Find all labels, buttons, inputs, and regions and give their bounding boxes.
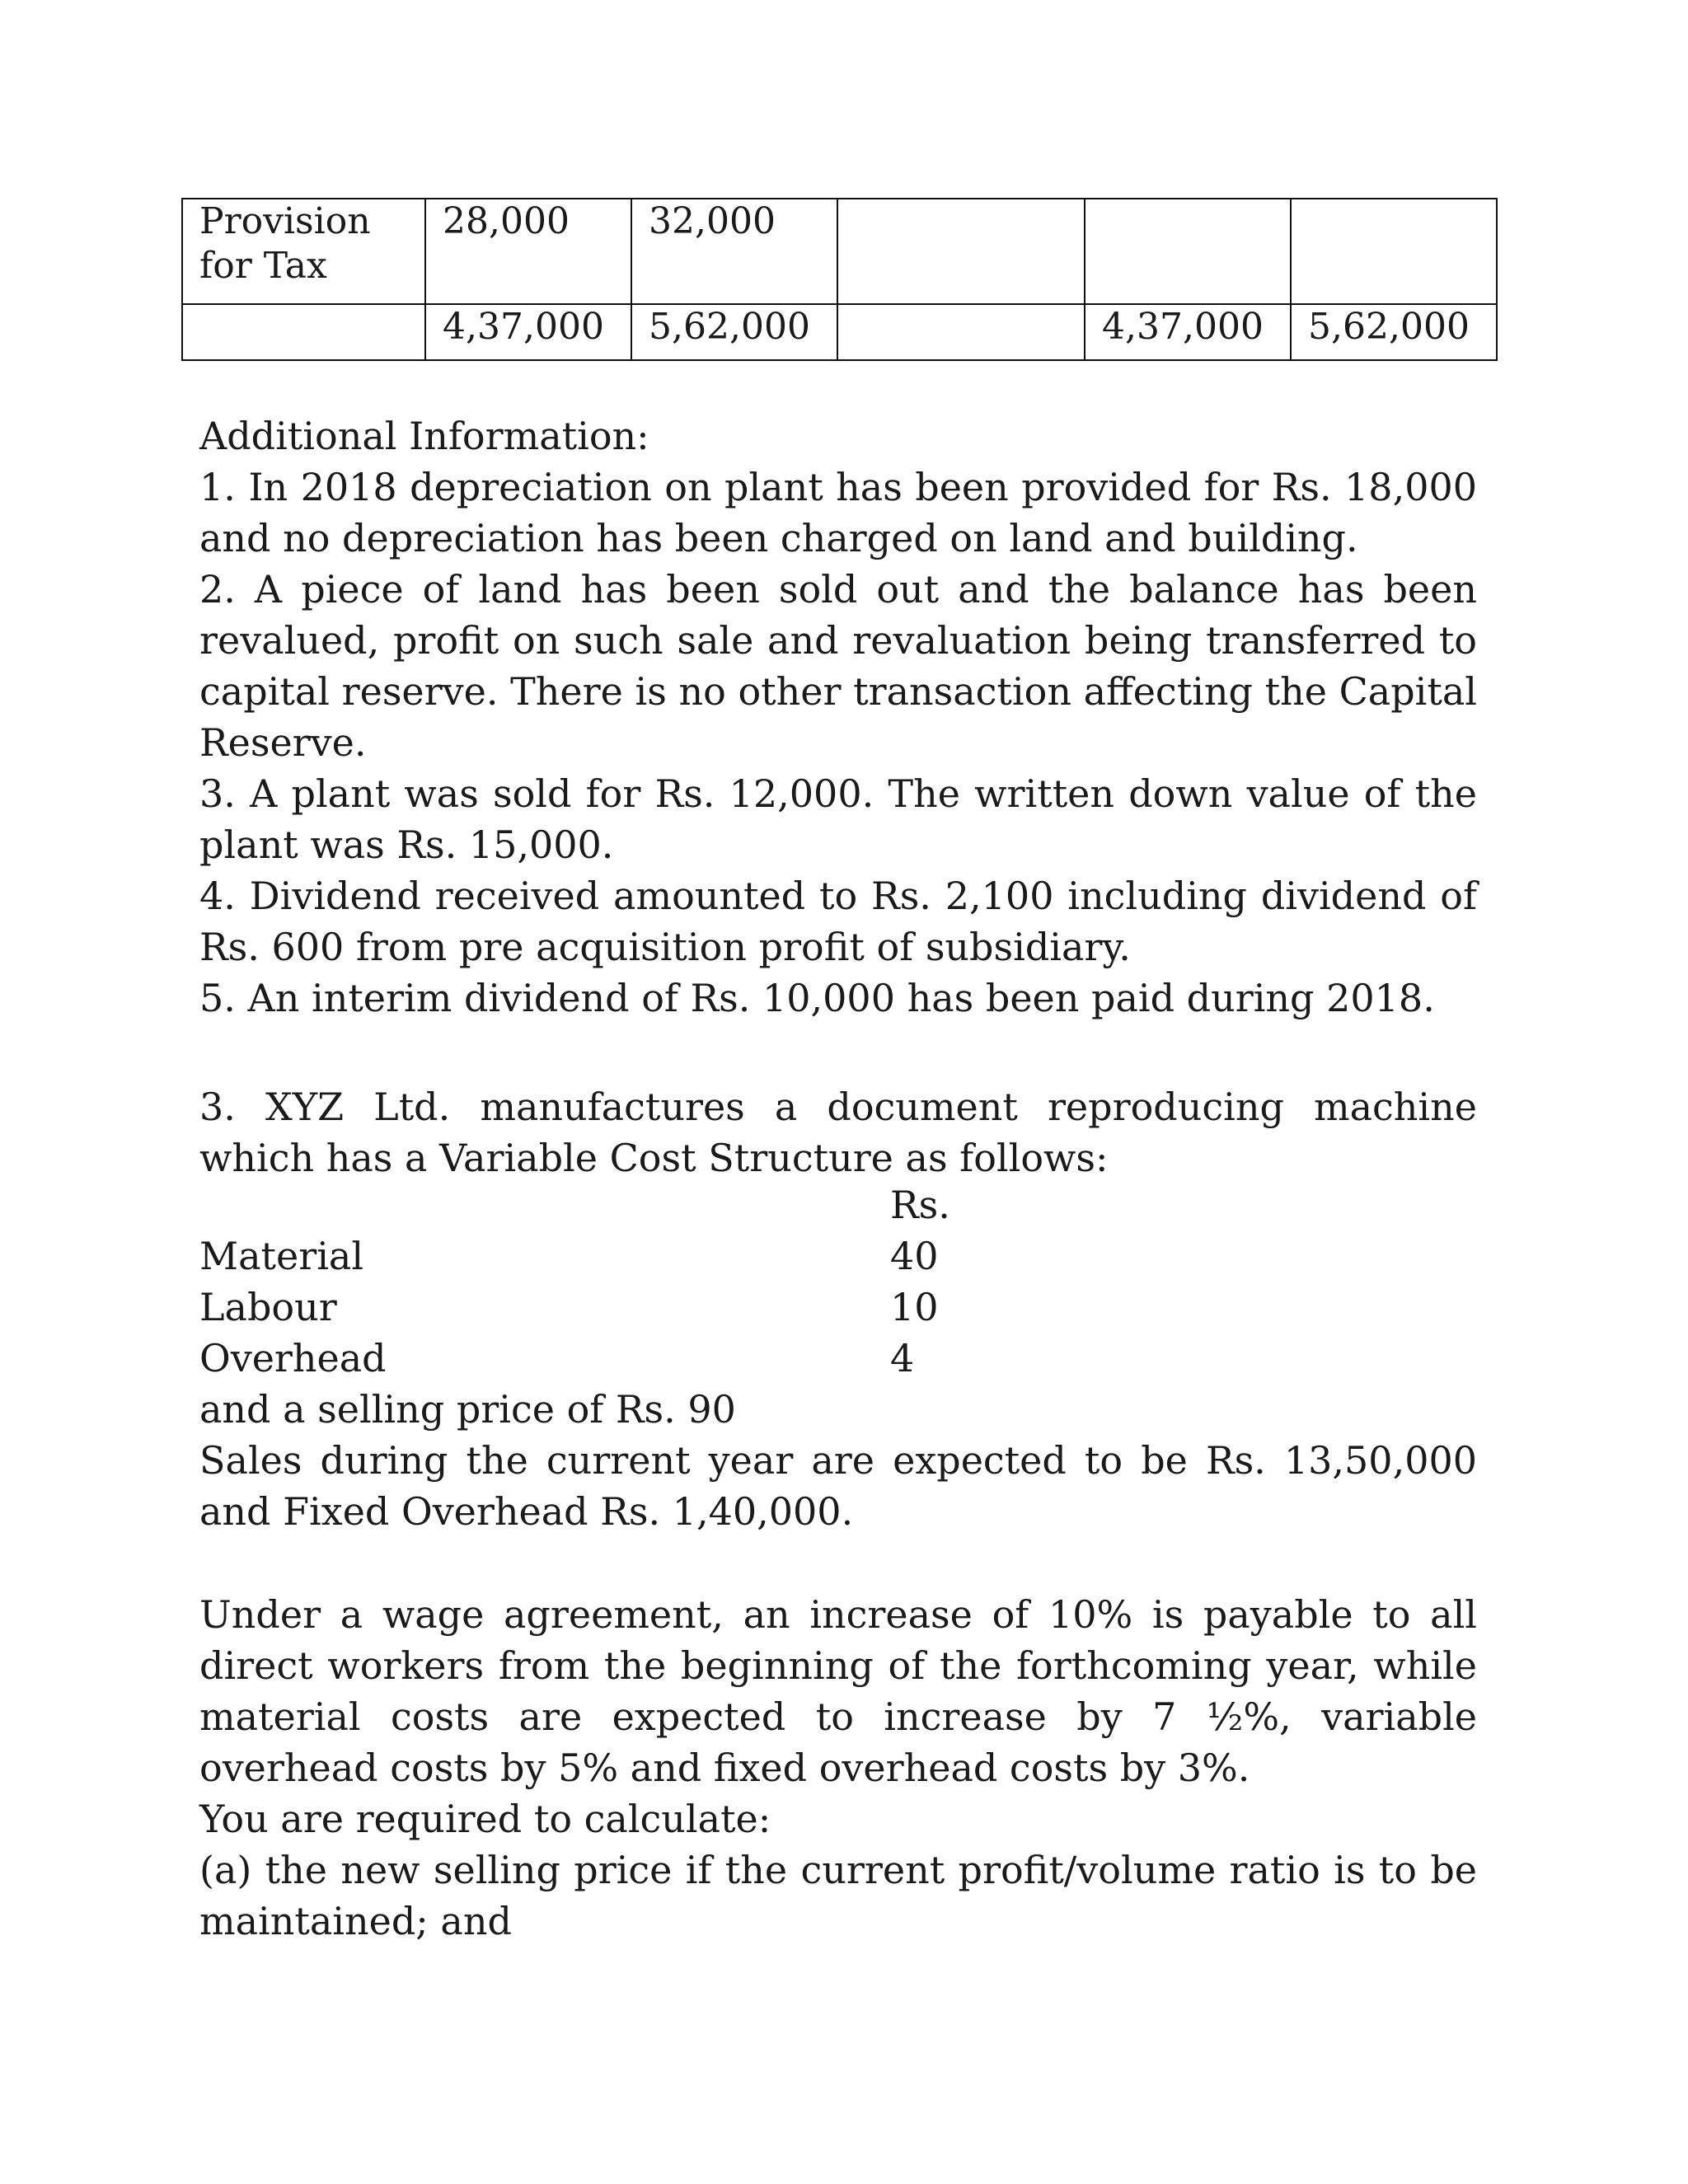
wage-paragraph: Under a wage agreement, an increase of 10% is payable to all direct workers from the beginning of the forthcoming year, while material costs are expected to increase by 7 ½%, variable overhead costs by 5% and fixed overhead costs by 3%. [199, 1592, 1477, 1790]
cost-header-label [199, 1179, 890, 1230]
table-row-total [182, 304, 1497, 360]
additional-item: 2. A piece of land has been sold out and the balance has been revalued, profit on such sale and revaluation being transferred to capital reserve. There is no other transaction affecting the Capital Reserve. [199, 567, 1477, 765]
additional-information [199, 410, 1477, 1024]
table-cell: 28,000 [425, 199, 631, 304]
table-cell [837, 199, 1085, 304]
cost-row [199, 1282, 989, 1333]
table-cell-total: 4,37,000 [1085, 304, 1291, 360]
table-cell-label [182, 304, 425, 360]
cost-label: Overhead [199, 1336, 387, 1380]
table-cell [837, 304, 1085, 360]
cost-value: 10 [890, 1285, 939, 1329]
currency-header: Rs. [890, 1183, 950, 1227]
additional-heading: Additional Information: [199, 414, 649, 458]
cost-row [199, 1333, 989, 1384]
table-cell: 32,000 [631, 199, 837, 304]
table-cell [1085, 199, 1291, 304]
question-3-text: 3. XYZ Ltd. manufactures a document reproducing machine which has a Variable Cost Structure as follows: [199, 1085, 1477, 1180]
question-3-sales [199, 1384, 1477, 1537]
table-row [182, 199, 1497, 304]
question-3-intro [199, 1081, 1477, 1183]
variable-cost-table [199, 1179, 989, 1384]
additional-item: 4. Dividend received amounted to Rs. 2,100 including dividend of Rs. 600 from pre acquisition profit of subsidiary. [199, 874, 1477, 969]
selling-price-line: and a selling price of Rs. 90 [199, 1387, 736, 1432]
table-cell-total: 4,37,000 [425, 304, 631, 360]
part-a: (a) the new selling price if the current profit/volume ratio is to be maintained; and [199, 1848, 1477, 1943]
cost-value: 40 [890, 1234, 939, 1278]
sales-line: Sales during the current year are expected to be Rs. 13,50,000 and Fixed Overhead Rs. 1,40,000. [199, 1438, 1477, 1534]
additional-item: 3. A plant was sold for Rs. 12,000. The written down value of the plant was Rs. 15,000. [199, 771, 1477, 867]
required-line: You are required to calculate: [199, 1797, 771, 1841]
table-cell-total: 5,62,000 [631, 304, 837, 360]
additional-item: 1. In 2018 depreciation on plant has been provided for Rs. 18,000 and no depreciation has been charged on land and building. [199, 465, 1477, 560]
balance-sheet-table [181, 198, 1498, 361]
additional-item: 5. An interim dividend of Rs. 10,000 has been paid during 2018. [199, 976, 1435, 1020]
cost-value: 4 [890, 1336, 915, 1380]
table-cell [1291, 199, 1497, 304]
table-cell-total: 5,62,000 [1291, 304, 1497, 360]
question-3-wage [199, 1589, 1477, 1947]
cost-label: Material [199, 1234, 364, 1278]
cost-row [199, 1230, 989, 1282]
table-cell-label: Provision for Tax [182, 199, 425, 304]
cost-header-row [199, 1179, 989, 1230]
cost-label: Labour [199, 1285, 337, 1329]
